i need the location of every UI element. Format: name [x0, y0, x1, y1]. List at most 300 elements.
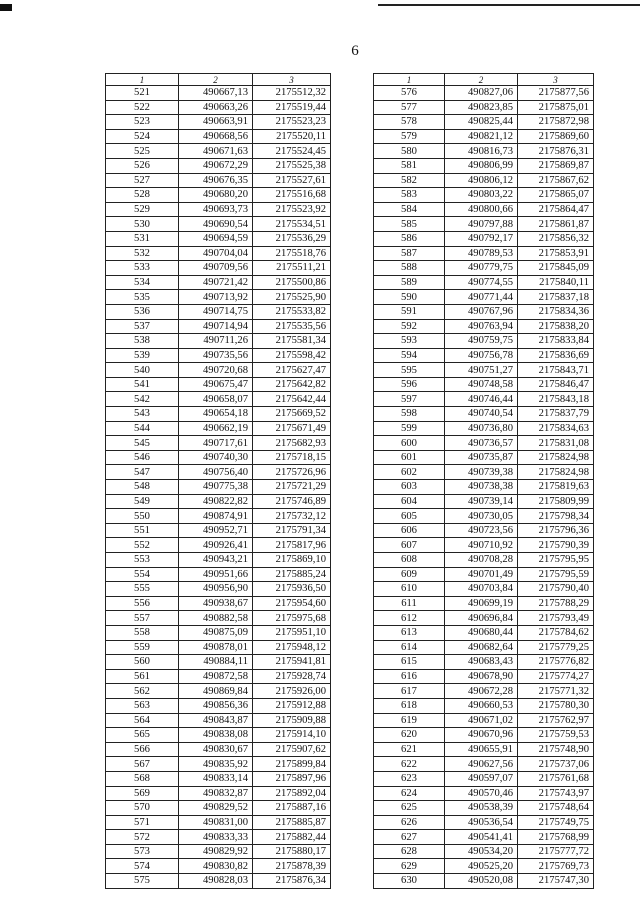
point-number: 572 — [106, 830, 179, 845]
y-coordinate: 2175777,72 — [518, 844, 594, 859]
table-row — [374, 669, 594, 684]
column-header-y: 3 — [253, 74, 331, 86]
y-coordinate: 2175642,44 — [253, 392, 331, 407]
x-coordinate: 490663,26 — [179, 100, 253, 115]
point-number: 555 — [106, 582, 179, 597]
x-coordinate: 490739,38 — [445, 465, 518, 480]
y-coordinate: 2175885,24 — [253, 567, 331, 582]
table-row — [374, 377, 594, 392]
table-row — [106, 844, 331, 859]
y-coordinate: 2175598,42 — [253, 348, 331, 363]
table-row — [374, 129, 594, 144]
x-coordinate: 490748,58 — [445, 377, 518, 392]
table-row — [374, 596, 594, 611]
x-coordinate: 490680,44 — [445, 625, 518, 640]
table-row — [106, 363, 331, 378]
x-coordinate: 490835,92 — [179, 757, 253, 772]
y-coordinate: 2175824,98 — [518, 450, 594, 465]
y-coordinate: 2175875,01 — [518, 100, 594, 115]
table-row — [374, 144, 594, 159]
y-coordinate: 2175838,20 — [518, 319, 594, 334]
table-row — [374, 480, 594, 495]
table-row — [106, 86, 331, 101]
y-coordinate: 2175762,97 — [518, 713, 594, 728]
y-coordinate: 2175817,96 — [253, 538, 331, 553]
y-coordinate: 2175869,87 — [518, 158, 594, 173]
table-row — [374, 348, 594, 363]
x-coordinate: 490711,26 — [179, 334, 253, 349]
point-number: 589 — [374, 275, 445, 290]
x-coordinate: 490740,54 — [445, 407, 518, 422]
point-number: 585 — [374, 217, 445, 232]
point-number: 610 — [374, 582, 445, 597]
y-coordinate: 2175774,27 — [518, 669, 594, 684]
point-number: 604 — [374, 494, 445, 509]
point-number: 554 — [106, 567, 179, 582]
y-coordinate: 2175843,71 — [518, 363, 594, 378]
x-coordinate: 490829,52 — [179, 801, 253, 816]
y-coordinate: 2175831,08 — [518, 436, 594, 451]
point-number: 533 — [106, 261, 179, 276]
table-row — [106, 158, 331, 173]
table-row — [106, 392, 331, 407]
table-row — [106, 231, 331, 246]
y-coordinate: 2175837,79 — [518, 407, 594, 422]
x-coordinate: 490763,94 — [445, 319, 518, 334]
table-row — [374, 436, 594, 451]
y-coordinate: 2175518,76 — [253, 246, 331, 261]
point-number: 598 — [374, 407, 445, 422]
point-number: 548 — [106, 480, 179, 495]
point-number: 580 — [374, 144, 445, 159]
header-row — [374, 74, 594, 86]
point-number: 549 — [106, 494, 179, 509]
x-coordinate: 490938,67 — [179, 596, 253, 611]
table-row — [106, 640, 331, 655]
x-coordinate: 490875,09 — [179, 625, 253, 640]
x-coordinate: 490869,84 — [179, 684, 253, 699]
y-coordinate: 2175718,15 — [253, 450, 331, 465]
y-coordinate: 2175865,07 — [518, 188, 594, 203]
table-row — [106, 217, 331, 232]
point-number: 630 — [374, 874, 445, 889]
table-row — [374, 786, 594, 801]
table-row — [374, 231, 594, 246]
point-number: 542 — [106, 392, 179, 407]
y-coordinate: 2175853,91 — [518, 246, 594, 261]
y-coordinate: 2175527,61 — [253, 173, 331, 188]
point-number: 527 — [106, 173, 179, 188]
x-coordinate: 490672,29 — [179, 158, 253, 173]
point-number: 544 — [106, 421, 179, 436]
point-number: 579 — [374, 129, 445, 144]
y-coordinate: 2175880,17 — [253, 844, 331, 859]
table-row — [374, 611, 594, 626]
y-coordinate: 2175511,21 — [253, 261, 331, 276]
x-coordinate: 490671,02 — [445, 713, 518, 728]
point-number: 607 — [374, 538, 445, 553]
y-coordinate: 2175535,56 — [253, 319, 331, 334]
y-coordinate: 2175907,62 — [253, 742, 331, 757]
y-coordinate: 2175771,32 — [518, 684, 594, 699]
x-coordinate: 490771,44 — [445, 290, 518, 305]
table-row — [106, 246, 331, 261]
table-row — [374, 567, 594, 582]
x-coordinate: 490831,00 — [179, 815, 253, 830]
x-coordinate: 490682,64 — [445, 640, 518, 655]
point-number: 536 — [106, 304, 179, 319]
table-row — [374, 261, 594, 276]
x-coordinate: 490828,03 — [179, 874, 253, 889]
x-coordinate: 490709,56 — [179, 261, 253, 276]
y-coordinate: 2175887,16 — [253, 801, 331, 816]
y-coordinate: 2175856,32 — [518, 231, 594, 246]
table-row — [106, 261, 331, 276]
y-coordinate: 2175524,45 — [253, 144, 331, 159]
point-number: 529 — [106, 202, 179, 217]
x-coordinate: 490833,33 — [179, 830, 253, 845]
column-header-number: 1 — [106, 74, 179, 86]
y-coordinate: 2175878,39 — [253, 859, 331, 874]
table-row — [106, 669, 331, 684]
point-number: 592 — [374, 319, 445, 334]
y-coordinate: 2175512,32 — [253, 86, 331, 101]
table-row — [374, 100, 594, 115]
column-header-number: 1 — [374, 74, 445, 86]
table-row — [374, 830, 594, 845]
point-number: 568 — [106, 771, 179, 786]
y-coordinate: 2175899,84 — [253, 757, 331, 772]
x-coordinate: 490774,55 — [445, 275, 518, 290]
y-coordinate: 2175791,34 — [253, 523, 331, 538]
x-coordinate: 490829,92 — [179, 844, 253, 859]
x-coordinate: 490525,20 — [445, 859, 518, 874]
x-coordinate: 490660,53 — [445, 698, 518, 713]
x-coordinate: 490720,68 — [179, 363, 253, 378]
column-header-y: 3 — [518, 74, 594, 86]
x-coordinate: 490654,18 — [179, 407, 253, 422]
y-coordinate: 2175500,86 — [253, 275, 331, 290]
table-row — [374, 450, 594, 465]
table-row — [106, 801, 331, 816]
table-row — [106, 436, 331, 451]
table-row — [374, 275, 594, 290]
x-coordinate: 490627,56 — [445, 757, 518, 772]
point-number: 584 — [374, 202, 445, 217]
table-row — [106, 188, 331, 203]
point-number: 590 — [374, 290, 445, 305]
table-row — [106, 538, 331, 553]
y-coordinate: 2175846,47 — [518, 377, 594, 392]
table-row — [106, 290, 331, 305]
point-number: 570 — [106, 801, 179, 816]
x-coordinate: 490872,58 — [179, 669, 253, 684]
point-number: 603 — [374, 480, 445, 495]
y-coordinate: 2175776,82 — [518, 655, 594, 670]
table-row — [374, 509, 594, 524]
table-row — [106, 757, 331, 772]
table-row — [374, 582, 594, 597]
y-coordinate: 2175796,36 — [518, 523, 594, 538]
point-number: 569 — [106, 786, 179, 801]
table-row — [374, 334, 594, 349]
y-coordinate: 2175951,10 — [253, 625, 331, 640]
table-row — [106, 567, 331, 582]
x-coordinate: 490792,17 — [445, 231, 518, 246]
table-row — [106, 129, 331, 144]
table-row — [374, 115, 594, 130]
y-coordinate: 2175885,87 — [253, 815, 331, 830]
table-row — [374, 742, 594, 757]
point-number: 557 — [106, 611, 179, 626]
x-coordinate: 490696,84 — [445, 611, 518, 626]
point-number: 524 — [106, 129, 179, 144]
x-coordinate: 490884,11 — [179, 655, 253, 670]
table-row — [374, 363, 594, 378]
table-row — [106, 815, 331, 830]
x-coordinate: 490816,73 — [445, 144, 518, 159]
x-coordinate: 490675,47 — [179, 377, 253, 392]
table-row — [106, 480, 331, 495]
x-coordinate: 490736,80 — [445, 421, 518, 436]
table-row — [374, 625, 594, 640]
point-number: 615 — [374, 655, 445, 670]
point-number: 526 — [106, 158, 179, 173]
table-row — [374, 290, 594, 305]
point-number: 534 — [106, 275, 179, 290]
table-row — [374, 640, 594, 655]
table-row — [374, 684, 594, 699]
point-number: 609 — [374, 567, 445, 582]
point-number: 586 — [374, 231, 445, 246]
point-number: 525 — [106, 144, 179, 159]
y-coordinate: 2175948,12 — [253, 640, 331, 655]
y-coordinate: 2175836,69 — [518, 348, 594, 363]
x-coordinate: 490667,13 — [179, 86, 253, 101]
point-number: 605 — [374, 509, 445, 524]
x-coordinate: 490736,57 — [445, 436, 518, 451]
table-row — [106, 830, 331, 845]
table-row — [106, 421, 331, 436]
x-coordinate: 490830,67 — [179, 742, 253, 757]
point-number: 583 — [374, 188, 445, 203]
table-row — [374, 728, 594, 743]
table-row — [106, 319, 331, 334]
point-number: 594 — [374, 348, 445, 363]
table-row — [106, 144, 331, 159]
table-row — [106, 202, 331, 217]
table-row — [106, 786, 331, 801]
x-coordinate: 490703,84 — [445, 582, 518, 597]
x-coordinate: 490797,88 — [445, 217, 518, 232]
x-coordinate: 490821,12 — [445, 129, 518, 144]
y-coordinate: 2175581,34 — [253, 334, 331, 349]
x-coordinate: 490874,91 — [179, 509, 253, 524]
y-coordinate: 2175795,95 — [518, 553, 594, 568]
point-number: 601 — [374, 450, 445, 465]
x-coordinate: 490803,22 — [445, 188, 518, 203]
coordinates-table-right — [373, 73, 594, 889]
y-coordinate: 2175882,44 — [253, 830, 331, 845]
x-coordinate: 490713,92 — [179, 290, 253, 305]
x-coordinate: 490775,38 — [179, 480, 253, 495]
y-coordinate: 2175627,47 — [253, 363, 331, 378]
point-number: 553 — [106, 553, 179, 568]
x-coordinate: 490683,43 — [445, 655, 518, 670]
table-row — [374, 246, 594, 261]
y-coordinate: 2175726,96 — [253, 465, 331, 480]
table-row — [106, 611, 331, 626]
x-coordinate: 490694,59 — [179, 231, 253, 246]
table-row — [374, 859, 594, 874]
y-coordinate: 2175525,90 — [253, 290, 331, 305]
table-row — [106, 348, 331, 363]
x-coordinate: 490708,28 — [445, 553, 518, 568]
header-row — [106, 74, 331, 86]
x-coordinate: 490676,35 — [179, 173, 253, 188]
y-coordinate: 2175897,96 — [253, 771, 331, 786]
table-row — [374, 188, 594, 203]
point-number: 595 — [374, 363, 445, 378]
y-coordinate: 2175845,09 — [518, 261, 594, 276]
x-coordinate: 490663,91 — [179, 115, 253, 130]
y-coordinate: 2175941,81 — [253, 655, 331, 670]
x-coordinate: 490721,42 — [179, 275, 253, 290]
point-number: 617 — [374, 684, 445, 699]
point-number: 622 — [374, 757, 445, 772]
point-number: 541 — [106, 377, 179, 392]
x-coordinate: 490570,46 — [445, 786, 518, 801]
table-row — [106, 771, 331, 786]
table-row — [374, 713, 594, 728]
y-coordinate: 2175784,62 — [518, 625, 594, 640]
y-coordinate: 2175780,30 — [518, 698, 594, 713]
y-coordinate: 2175748,64 — [518, 801, 594, 816]
x-coordinate: 490823,85 — [445, 100, 518, 115]
x-coordinate: 490680,20 — [179, 188, 253, 203]
x-coordinate: 490832,87 — [179, 786, 253, 801]
y-coordinate: 2175869,10 — [253, 553, 331, 568]
y-coordinate: 2175872,98 — [518, 115, 594, 130]
x-coordinate: 490740,30 — [179, 450, 253, 465]
table-row — [106, 115, 331, 130]
x-coordinate: 490658,07 — [179, 392, 253, 407]
point-number: 588 — [374, 261, 445, 276]
table-row — [374, 494, 594, 509]
x-coordinate: 490822,82 — [179, 494, 253, 509]
point-number: 540 — [106, 363, 179, 378]
y-coordinate: 2175909,88 — [253, 713, 331, 728]
y-coordinate: 2175721,29 — [253, 480, 331, 495]
point-number: 550 — [106, 509, 179, 524]
table-row — [374, 553, 594, 568]
table-row — [374, 217, 594, 232]
table-row — [374, 465, 594, 480]
table-row — [374, 158, 594, 173]
x-coordinate: 490730,05 — [445, 509, 518, 524]
table-row — [374, 202, 594, 217]
x-coordinate: 490751,27 — [445, 363, 518, 378]
point-number: 626 — [374, 815, 445, 830]
y-coordinate: 2175864,47 — [518, 202, 594, 217]
y-coordinate: 2175642,82 — [253, 377, 331, 392]
y-coordinate: 2175843,18 — [518, 392, 594, 407]
point-number: 546 — [106, 450, 179, 465]
table-row — [374, 86, 594, 101]
point-number: 593 — [374, 334, 445, 349]
point-number: 623 — [374, 771, 445, 786]
x-coordinate: 490878,01 — [179, 640, 253, 655]
table-row — [106, 523, 331, 538]
table-row — [374, 392, 594, 407]
top-rule — [378, 4, 640, 6]
x-coordinate: 490838,08 — [179, 728, 253, 743]
column-header-x: 2 — [445, 74, 518, 86]
x-coordinate: 490701,49 — [445, 567, 518, 582]
x-coordinate: 490833,14 — [179, 771, 253, 786]
y-coordinate: 2175748,90 — [518, 742, 594, 757]
x-coordinate: 490690,54 — [179, 217, 253, 232]
table-row — [106, 625, 331, 640]
x-coordinate: 490739,14 — [445, 494, 518, 509]
y-coordinate: 2175749,75 — [518, 815, 594, 830]
table-row — [374, 757, 594, 772]
table-row — [106, 742, 331, 757]
y-coordinate: 2175519,44 — [253, 100, 331, 115]
table-row — [374, 304, 594, 319]
point-number: 611 — [374, 596, 445, 611]
y-coordinate: 2175954,60 — [253, 596, 331, 611]
x-coordinate: 490926,41 — [179, 538, 253, 553]
point-number: 581 — [374, 158, 445, 173]
x-coordinate: 490597,07 — [445, 771, 518, 786]
y-coordinate: 2175759,53 — [518, 728, 594, 743]
y-coordinate: 2175523,92 — [253, 202, 331, 217]
x-coordinate: 490789,53 — [445, 246, 518, 261]
table-row — [374, 407, 594, 422]
x-coordinate: 490856,36 — [179, 698, 253, 713]
y-coordinate: 2175926,00 — [253, 684, 331, 699]
y-coordinate: 2175869,60 — [518, 129, 594, 144]
x-coordinate: 490723,56 — [445, 523, 518, 538]
x-coordinate: 490956,90 — [179, 582, 253, 597]
coordinates-table-left — [105, 73, 331, 889]
y-coordinate: 2175876,34 — [253, 874, 331, 889]
point-number: 612 — [374, 611, 445, 626]
table-row — [106, 100, 331, 115]
y-coordinate: 2175824,98 — [518, 465, 594, 480]
x-coordinate: 490735,87 — [445, 450, 518, 465]
point-number: 616 — [374, 669, 445, 684]
point-number: 559 — [106, 640, 179, 655]
y-coordinate: 2175837,18 — [518, 290, 594, 305]
point-number: 563 — [106, 698, 179, 713]
point-number: 538 — [106, 334, 179, 349]
scan-mark — [0, 4, 12, 11]
point-number: 566 — [106, 742, 179, 757]
table-row — [106, 465, 331, 480]
x-coordinate: 490710,92 — [445, 538, 518, 553]
y-coordinate: 2175533,82 — [253, 304, 331, 319]
point-number: 608 — [374, 553, 445, 568]
x-coordinate: 490699,19 — [445, 596, 518, 611]
y-coordinate: 2175737,06 — [518, 757, 594, 772]
point-number: 564 — [106, 713, 179, 728]
point-number: 532 — [106, 246, 179, 261]
table-row — [106, 377, 331, 392]
y-coordinate: 2175790,40 — [518, 582, 594, 597]
table-row — [106, 684, 331, 699]
